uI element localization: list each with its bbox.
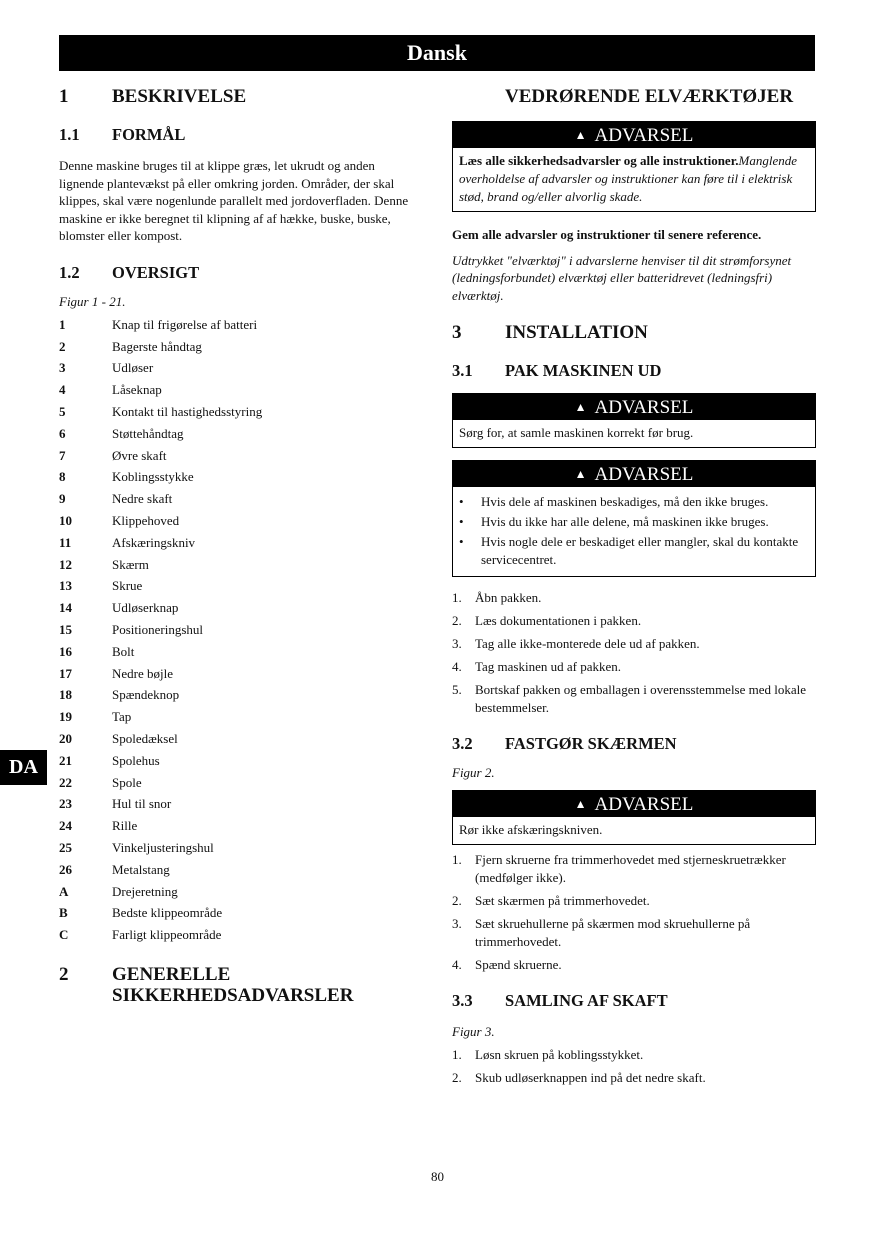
part-list-item <box>59 881 419 903</box>
part-label: Vinkeljusteringshul <box>112 840 214 856</box>
part-label: Spole <box>112 774 142 790</box>
section-2-heading: 2 GENERELLE SIKKERHEDSADVARSLER <box>59 964 354 1007</box>
part-label: Knap til frigørelse af batteri <box>112 316 258 332</box>
warning-bullet: • Hvis du ikke har alle delene, må maskinen ikke bruges. <box>459 514 769 529</box>
part-label: Positioneringshul <box>112 622 204 638</box>
part-number: B <box>59 905 68 921</box>
part-label: Støttehåndtag <box>112 425 184 441</box>
part-list-item <box>59 401 419 423</box>
part-number: 8 <box>59 469 66 485</box>
part-label: Spoledæksel <box>112 731 178 747</box>
list-item: 2. Sæt skærmen på trimmerhovedet. <box>452 892 650 908</box>
part-label: Koblingsstykke <box>112 469 194 485</box>
part-list-item <box>59 358 419 380</box>
figure-reference: Figur 3. <box>452 1023 495 1039</box>
part-number: 21 <box>59 752 72 768</box>
left-column <box>59 86 419 1006</box>
part-number: 19 <box>59 709 72 725</box>
part-list-item <box>59 924 419 946</box>
part-list-item <box>59 685 419 707</box>
language-header: Dansk <box>59 35 815 71</box>
part-number: A <box>59 883 69 899</box>
part-label: Farligt klippeområde <box>112 927 222 943</box>
language-side-tab: DA <box>0 750 47 785</box>
part-list-item <box>59 379 419 401</box>
part-label: Nedre skaft <box>112 491 173 507</box>
part-list-item <box>59 794 419 816</box>
part-number: 18 <box>59 687 72 703</box>
list-item: 2. Læs dokumentationen i pakken. <box>452 613 642 628</box>
section-1-2-heading: 1.2 OVERSIGT <box>59 262 200 282</box>
part-number: 3 <box>59 360 66 376</box>
part-label: Nedre bøjle <box>112 665 174 681</box>
list-item: 1. Løsn skruen på koblingsstykket. <box>452 1047 644 1062</box>
part-list-item <box>59 619 419 641</box>
part-list-item <box>59 815 419 837</box>
list-item: 4. Tag maskinen ud af pakken. <box>452 659 622 674</box>
section-3-3-heading: 3.3 SAMLING AF SKAFT <box>452 990 668 1010</box>
part-label: Udløser <box>112 360 154 376</box>
term-definition-text: Udtrykket "elværktøj" i advarslerne henviser til dit strømforsynet (ledningsforbundet) elværktøj eller batteridrevet (ledningsfri) elværktøj. <box>452 252 792 303</box>
page-number: 80 <box>431 1169 444 1184</box>
list-item: 3. Tag alle ikke-monterede dele ud af pakken. <box>452 636 700 651</box>
part-number: 25 <box>59 840 72 856</box>
part-list-item <box>59 706 419 728</box>
part-label: Rille <box>112 818 138 834</box>
list-item: 1. Fjern skruerne fra trimmerhovedet med stjerneskruetrækker (medfølger ikke). <box>452 851 786 885</box>
warning-box: ▲ ADVARSEL • Hvis dele af maskinen beskadiges, må den ikke bruges. • Hvis du ikke har alle delene, må maskinen ikke bruges. • Hvis nogle dele er beskadiget eller mangler, skal du kontakte servicecentret. <box>452 460 816 577</box>
part-number: 24 <box>59 818 72 834</box>
part-number: 16 <box>59 643 72 659</box>
shaft-assembly-steps <box>452 1046 816 1087</box>
part-label: Hul til snor <box>112 796 172 812</box>
part-label: Skrue <box>112 578 143 594</box>
part-number: 9 <box>59 491 66 507</box>
warning-bullet: • Hvis dele af maskinen beskadiges, må den ikke bruges. <box>459 494 769 509</box>
part-label: Skærm <box>112 556 149 572</box>
part-list-item <box>59 903 419 925</box>
part-list-item <box>59 641 419 663</box>
section-1-1-heading: 1.1 FORMÅL <box>59 125 186 144</box>
part-list-item <box>59 859 419 881</box>
warning-box: ▲ ADVARSEL Rør ikke afskæringskniven. <box>452 790 816 845</box>
warning-triangle-icon: ▲ <box>574 467 587 481</box>
part-label: Spændeknop <box>112 687 180 703</box>
part-number: 1 <box>59 316 66 332</box>
purpose-text: Denne maskine bruges til at klippe græs, let ukrudt og anden lignende plantevækst på eller omkring jorden. Områder, der skal klippes, skal være nogenlunde parallelt med jordoverfladen. Denne maskine er ikke beregnet til klipning af af hække, buske, buske, blomster eller kompost. <box>59 158 409 243</box>
part-number: 23 <box>59 796 72 812</box>
list-item: 2. Skub udløserknappen ind på det nedre skaft. <box>452 1070 706 1085</box>
figure-reference: Figur 1 - 21. <box>59 293 126 309</box>
part-list-item <box>59 576 419 598</box>
part-list-item <box>59 314 419 336</box>
part-number: 15 <box>59 622 72 638</box>
list-item: 5. Bortskaf pakken og emballagen i overensstemmelse med lokale bestemmelser. <box>452 682 807 715</box>
part-number: 2 <box>59 338 66 354</box>
part-number: C <box>59 927 69 943</box>
section-2-continued-heading: VEDRØRENDE ELVÆRKTØJER <box>505 86 794 107</box>
part-label: Spolehus <box>112 752 160 768</box>
part-list-item <box>59 772 419 794</box>
part-number: 6 <box>59 425 66 441</box>
part-list-item <box>59 336 419 358</box>
part-number: 13 <box>59 578 72 594</box>
section-1-heading: 1 BESKRIVELSE <box>59 86 247 107</box>
part-label: Tap <box>112 709 132 725</box>
attach-guard-steps <box>452 851 816 974</box>
part-label: Bolt <box>112 643 135 659</box>
part-number: 5 <box>59 404 66 420</box>
bullet-icon: • <box>459 514 464 529</box>
list-item: 1. Åbn pakken. <box>452 590 542 605</box>
part-number: 11 <box>59 534 72 550</box>
part-number: 4 <box>59 382 66 398</box>
part-label: Låseknap <box>112 382 162 398</box>
part-number: 14 <box>59 600 72 616</box>
right-column <box>452 86 816 1092</box>
part-number: 17 <box>59 665 72 681</box>
warning-box: ▲ ADVARSEL Sørg for, at samle maskinen korrekt før brug. <box>452 393 816 448</box>
part-number: 7 <box>59 447 66 463</box>
part-list-item <box>59 532 419 554</box>
warning-triangle-icon: ▲ <box>574 128 587 142</box>
part-label: Metalstang <box>112 861 170 877</box>
part-list-item <box>59 663 419 685</box>
part-list-item <box>59 488 419 510</box>
section-3-2-heading: 3.2 FASTGØR SKÆRMEN <box>452 734 677 753</box>
part-list-item <box>59 750 419 772</box>
figure-reference: Figur 2. <box>452 765 495 780</box>
part-label: Afskæringskniv <box>112 534 196 550</box>
part-list-item <box>59 597 419 619</box>
part-list-item <box>59 445 419 467</box>
part-label: Klippehoved <box>112 513 180 529</box>
part-number: 12 <box>59 556 72 572</box>
part-list-item <box>59 554 419 576</box>
part-list-item <box>59 467 419 489</box>
warning-bullet: • Hvis nogle dele er beskadiget eller mangler, skal du kontakte servicecentret. <box>459 534 799 567</box>
part-number: 26 <box>59 861 72 877</box>
part-list-item <box>59 510 419 532</box>
bullet-icon: • <box>459 494 464 509</box>
section-3-heading: 3 INSTALLATION <box>452 322 648 343</box>
part-label: Udløserknap <box>112 600 179 616</box>
warning-triangle-icon: ▲ <box>574 796 587 811</box>
parts-list <box>59 314 419 946</box>
unpack-steps <box>452 589 816 717</box>
part-list-item <box>59 728 419 750</box>
part-number: 10 <box>59 513 72 529</box>
part-number: 20 <box>59 731 72 747</box>
part-label: Drejeretning <box>112 883 178 899</box>
part-label: Bagerste håndtag <box>112 338 202 354</box>
part-label: Kontakt til hastighedsstyring <box>112 404 263 420</box>
warning-box: ▲ ADVARSEL Læs alle sikkerhedsadvarsler og alle instruktioner.Manglende overholdelse af advarsler og instruktioner kan føre til i elektrisk stød, brand og/eller alvorlig skade. <box>452 121 816 212</box>
warning-triangle-icon: ▲ <box>574 400 587 414</box>
bullet-icon: • <box>459 534 464 549</box>
list-item: 4. Spænd skruerne. <box>452 956 562 972</box>
keep-instructions-text: Gem alle advarsler og instruktioner til senere reference. <box>452 227 762 242</box>
part-label: Øvre skaft <box>112 447 167 463</box>
part-list-item <box>59 423 419 445</box>
part-list-item <box>59 837 419 859</box>
part-label: Bedste klippeområde <box>112 905 223 921</box>
list-item: 3. Sæt skruehullerne på skærmen mod skruehullerne på trimmerhovedet. <box>452 915 751 949</box>
part-number: 22 <box>59 774 72 790</box>
section-3-1-heading: 3.1 PAK MASKINEN UD <box>452 361 662 380</box>
